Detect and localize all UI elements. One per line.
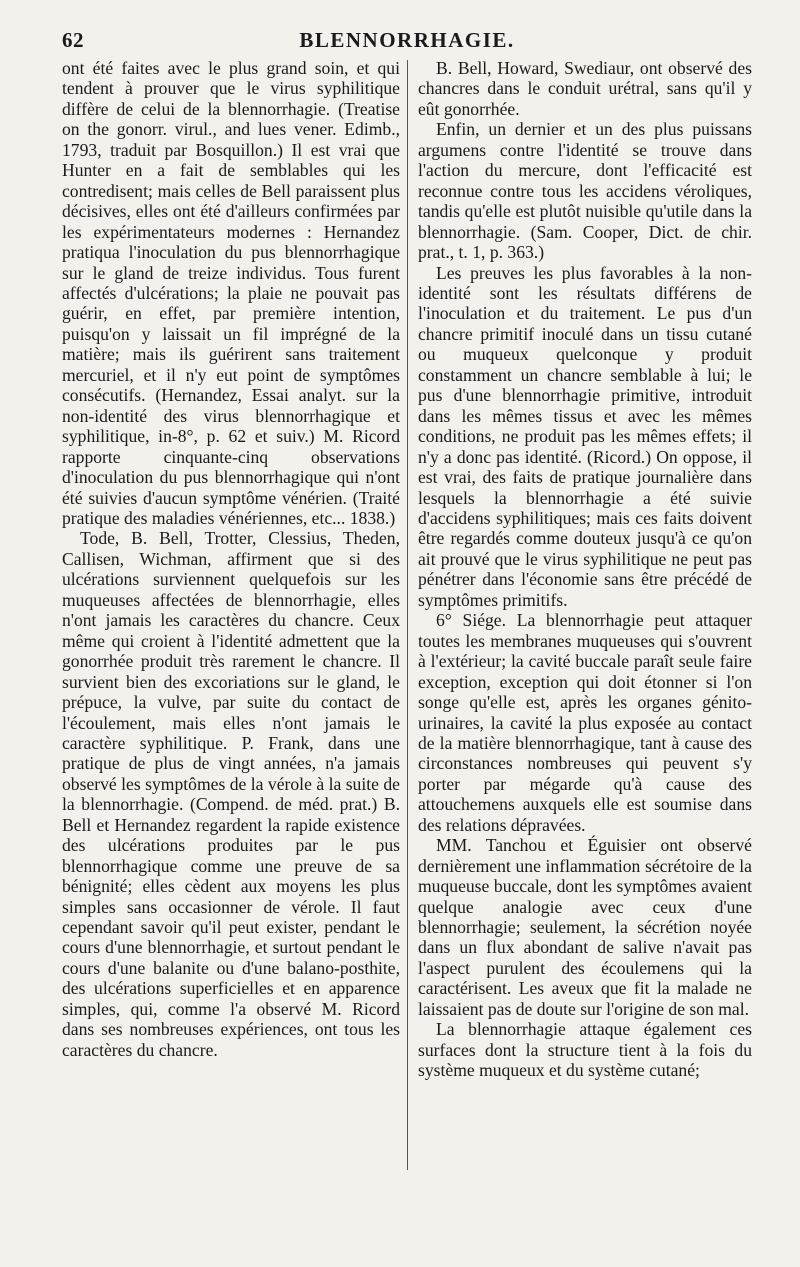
paragraph: 6° Siége. La blennorrhagie peut attaquer toutes les membranes muqueuses qui s'ouvrent à l'extérieur; la cavité buccale paraît seule faire exception, exception qui doit étonner si l'on songe qu'elle est, après les organes génito-urinaires, la cavité la plus exposée au contact de la matière blennorrhagique, tant à cause des circonstances nombreuses qui peuvent s'y porter par mégarde qu'à cause des attouchemens auxquels elle est soumise dans des relations dépravées.	[418, 610, 752, 835]
paragraph: Les preuves les plus favorables à la non-identité sont les résultats différens de l'inoculation et du traitement. Le pus d'un chancre primitif inoculé dans un tissu cutané ou muqueux quelconque y produit constamment un chancre semblable à lui; le pus d'une blennorrhagie primitive, introduit dans les mêmes tissus et avec les mêmes conditions, ne produit pas les mêmes effets; il n'y a donc pas identité. (Ricord.) On oppose, il est vrai, des faits de pratique journalière dans lesquels la blennorrhagie a été suivie d'accidens syphilitiques; mais ces faits doivent être regardés comme douteux jusqu'à ce qu'on ait prouvé que le virus syphilitique ne peut pas pénétrer dans l'économie sans être précédé de symptômes primitifs.	[418, 262, 752, 610]
running-title: BLENNORRHAGIE.	[299, 28, 515, 52]
paragraph: B. Bell, Howard, Swediaur, ont observé des chancres dans le conduit urétral, sans qu'il y eût gonorrhée.	[418, 58, 752, 119]
right-column	[418, 58, 752, 1178]
page-header	[62, 28, 752, 54]
column-divider	[407, 60, 408, 1170]
page-number: 62	[62, 28, 84, 52]
paragraph: La blennorrhagie attaque également ces surfaces dont la structure tient à la fois du système muqueux et du système cutané;	[418, 1019, 752, 1081]
paragraph: ont été faites avec le plus grand soin, et qui tendent à prouver que le virus syphilitique diffère de celui de la blennorrhagie. (Treatise on the gonorr. virul., and lues vener. Edimb., 1793, traduit par Bosquillon.) Il est vrai que Hunter en a fait de semblables qui les contredisent; mais celles de Bell paraissent plus décisives, elles ont été d'ailleurs confirmées par les expérimentateurs modernes : Hernandez pratiqua l'inoculation du pus blennorrhagique sur le gland de treize individus. Tous furent affectés d'ulcérations; la plaie ne pouvait pas guérir, en effet, par première intention, puisqu'on y laissait un fil imprégné de la matière; mais ils guérirent sans traitement mercuriel, et il n'y eut point de symptômes consécutifs. (Hernandez, Essai analyt. sur la non-identité des virus blennorrhagique et syphilitique, in-8°, p. 62 et suiv.) M. Ricord rapporte cinquante-cinq observations d'inoculation du pus blennorrhagique qui n'ont été suivies d'aucun symptôme vénérien. (Traité pratique des maladies vénériennes, etc... 1838.)	[62, 58, 400, 528]
paragraph: MM. Tanchou et Éguisier ont observé dernièrement une inflammation sécrétoire de la muqueuse buccale, dont les symptômes avaient quelque analogie avec ceux d'une blennorrhagie; seulement, la sécrétion noyée dans un flux abondant de salive n'avait pas l'aspect purulent des écoulemens qui la caractérisent. Les aveux que fit la malade ne laissaient pas de doute sur l'origine de son mal.	[418, 835, 752, 1019]
paragraph: Tode, B. Bell, Trotter, Clessius, Theden, Callisen, Wichman, affirment que si des ulcérations surviennent quelquefois sur les muqueuses affectées de blennorrhagie, elles n'ont jamais les caractères du chancre. Ceux même qui croient à l'identité admettent que la gonorrhée produit très rarement le chancre. Il survient bien des excoriations sur le gland, le prépuce, la vulve, par suite du contact de l'écoulement, mais elles n'ont jamais le caractère syphilitique. P. Frank, dans une pratique de plus de vingt années, n'a jamais observé les symptômes de la vérole à la suite de la blennorrhagie. (Compend. de méd. prat.) B. Bell et Hernandez regardent la rapide existence des ulcérations produites par le pus blennorrhagique comme une preuve de sa bénignité; elles cèdent aux moyens les plus simples sans occasionner de vérole. Il faut cependant savoir qu'il peut exister, pendant le cours d'une blennorrhagie, et surtout pendant le cours d'une balanite ou d'une balano-posthite, des ulcérations superficielles et en apparence simples, qui, comme l'a observé M. Ricord dans ses nombreuses expériences, ont tous les caractères du chancre.	[62, 528, 400, 1060]
left-column	[62, 58, 400, 1178]
paragraph: Enfin, un dernier et un des plus puissans argumens contre l'identité se trouve dans l'action du mercure, dont l'efficacité est reconnue contre tous les accidens véroliques, tandis qu'elle est plutôt nuisible qu'utile dans la blennorrhagie. (Sam. Cooper, Dict. de chir. prat., t. 1, p. 363.)	[418, 119, 752, 263]
